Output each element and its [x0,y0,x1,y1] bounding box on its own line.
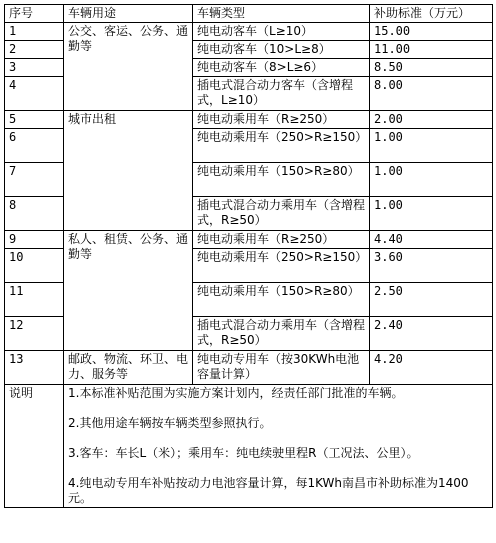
note-item: 2.其他用途车辆按车辆类型参照执行。 [68,416,272,430]
subsidy-amount-cell: 4.40 [370,231,493,249]
row-number: 1 [5,23,64,41]
usage-cell: 私人、租赁、公务、通勤等 [64,231,193,351]
notes-cell [64,385,493,508]
usage-cell: 公交、客运、公务、通勤等 [64,23,193,111]
usage-cell: 城市出租 [64,111,193,231]
subsidy-amount-cell: 11.00 [370,41,493,59]
vehicle-type-cell: 纯电动专用车（按30KWh电池容量计算） [193,351,370,385]
row-number: 7 [5,163,64,197]
subsidy-amount-cell: 15.00 [370,23,493,41]
vehicle-type-cell: 插电式混合动力乘用车（含增程式，R≥50） [193,197,370,231]
vehicle-type-cell: 纯电动乘用车（250>R≥150） [193,249,370,283]
note-item: 3.客车：车长L（米）；乘用车：纯电续驶里程R（工况法、公里）。 [68,446,419,460]
subsidy-amount-cell: 8.00 [370,77,493,111]
header-row [5,5,493,23]
note-item: 1.本标准补贴范围为实施方案计划内，经责任部门批准的车辆。 [68,386,404,400]
table-row [5,23,493,41]
note-row [5,385,493,508]
subsidy-amount-cell: 2.40 [370,317,493,351]
row-number: 6 [5,129,64,163]
header-vehicle-type: 车辆类型 [193,5,370,23]
row-number: 12 [5,317,64,351]
subsidy-amount-cell: 1.00 [370,197,493,231]
vehicle-type-cell: 纯电动乘用车（150>R≥80） [193,283,370,317]
table-body [5,23,493,508]
row-number: 11 [5,283,64,317]
subsidy-amount-cell: 2.50 [370,283,493,317]
subsidy-amount-cell: 4.20 [370,351,493,385]
subsidy-amount-cell: 1.00 [370,163,493,197]
vehicle-type-cell: 纯电动乘用车（R≥250） [193,111,370,129]
row-number: 13 [5,351,64,385]
vehicle-type-cell: 纯电动乘用车（R≥250） [193,231,370,249]
subsidy-standard-document [4,4,492,508]
table-row [5,351,493,385]
vehicle-type-cell: 插电式混合动力客车（含增程式，L≥10） [193,77,370,111]
header-usage: 车辆用途 [64,5,193,23]
row-number: 10 [5,249,64,283]
vehicle-type-cell: 纯电动客车（10>L≥8） [193,41,370,59]
vehicle-type-cell: 纯电动乘用车（150>R≥80） [193,163,370,197]
usage-cell: 邮政、物流、环卫、电力、服务等 [64,351,193,385]
subsidy-amount-cell: 1.00 [370,129,493,163]
table-row [5,231,493,249]
row-number: 4 [5,77,64,111]
note-label: 说明 [5,385,64,508]
subsidy-amount-cell: 2.00 [370,111,493,129]
row-number: 5 [5,111,64,129]
subsidy-table [4,4,493,508]
note-item: 4.纯电动专用车补贴按动力电池容量计算，每1KWh南昌市补助标准为1400元。 [68,476,469,505]
row-number: 9 [5,231,64,249]
header-no: 序号 [5,5,64,23]
row-number: 2 [5,41,64,59]
vehicle-type-cell: 纯电动乘用车（250>R≥150） [193,129,370,163]
table-row [5,111,493,129]
vehicle-type-cell: 纯电动客车（8>L≥6） [193,59,370,77]
vehicle-type-cell: 纯电动客车（L≥10） [193,23,370,41]
header-subsidy: 补助标准（万元） [370,5,493,23]
vehicle-type-cell: 插电式混合动力乘用车（含增程式，R≥50） [193,317,370,351]
subsidy-amount-cell: 8.50 [370,59,493,77]
row-number: 3 [5,59,64,77]
row-number: 8 [5,197,64,231]
subsidy-amount-cell: 3.60 [370,249,493,283]
